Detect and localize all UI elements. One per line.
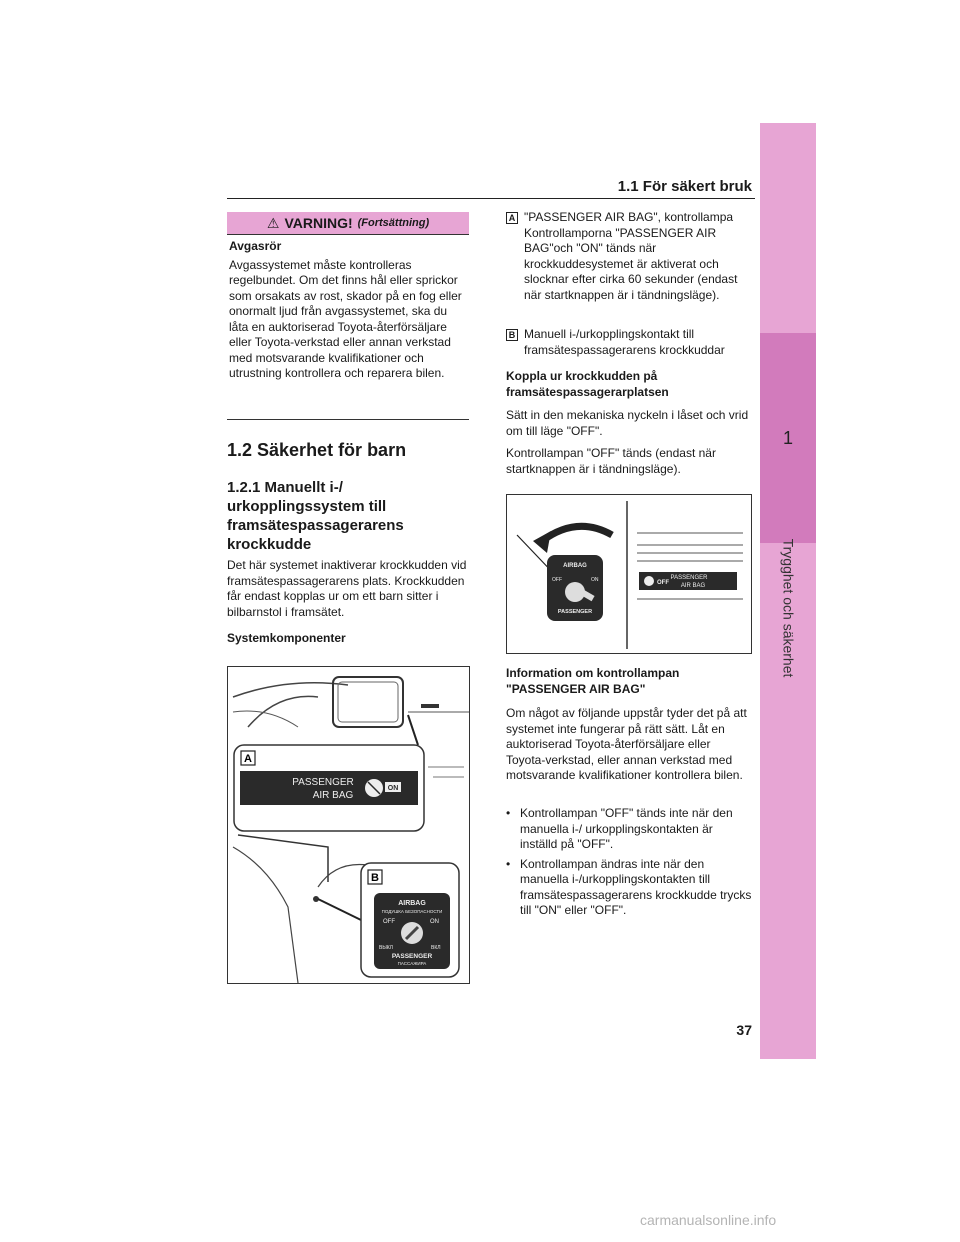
indicator-line2: AIR BAG: [312, 790, 354, 801]
svg-text:PASSENGER: PASSENGER: [557, 609, 593, 615]
indicator2-line2: AIR BAG: [680, 583, 706, 589]
key-switch-illustration: [507, 495, 751, 653]
component-a-text: "PASSENGER AIR BAG", kontrollampa Kontrollamporna "PASSENGER AIR BAG"och "ON" tänds när krockkuddesystemet är aktiverat och slocknar efter cirka 60 sekunder (endast när startknappen är i tändningsläge).: [524, 210, 738, 302]
list-item: [506, 806, 752, 853]
page-number: 37: [736, 1022, 752, 1038]
key-switch-figure: [506, 494, 752, 654]
bullet-text: Kontrollampan "OFF" tänds inte när den manuella i-/ urkopplingskontakten är inställd på "OFF".: [520, 806, 733, 851]
indicator-line1: PASSENGER: [292, 777, 354, 788]
warning-body: [227, 235, 469, 386]
warning-subtitle: (Fortsättning): [357, 217, 430, 229]
running-header: 1.1 För säkert bruk: [617, 178, 752, 195]
dashboard-illustration: [228, 667, 469, 983]
section-heading: 1.2 Säkerhet för barn: [227, 440, 407, 460]
info-bullets: [506, 806, 752, 923]
switch-on-ru: ВКЛ: [431, 945, 441, 951]
svg-text:ON: ON: [591, 577, 599, 583]
warning-icon: ⚠: [266, 214, 280, 231]
chapter-side-tab: [760, 123, 816, 1059]
disable-step1: Sätt in den mekaniska nyckeln i låset och vrid om till läge "OFF".: [506, 408, 749, 438]
system-components-figure: [227, 666, 470, 984]
chapter-title-container: [760, 533, 816, 683]
warning-item-title: Avgasrör: [229, 239, 282, 253]
subsection-intro: Det här systemet inaktiverar krockkudden vid framsätespassagerarens plats. Krockkudden får endast kopplas ur om ett barn sitter i bilbarnstol i framsätet.: [227, 558, 467, 619]
bullet-marker: •: [506, 806, 511, 820]
indicator-off-label: OFF: [657, 580, 669, 586]
callout-a-label: A: [244, 753, 252, 765]
switch-off-label: OFF: [383, 919, 395, 925]
component-item-a: [506, 210, 752, 303]
indicator2-line1: PASSENGER: [670, 575, 708, 581]
warning-header: [227, 212, 469, 234]
component-a-mark: A: [506, 212, 518, 224]
components-label: Systemkomponenter: [227, 631, 346, 645]
component-item-b: [506, 327, 752, 358]
info-text: Om något av följande uppstår tyder det på att systemet inte fungerar på rätt sätt. Låt en auktoriserad Toyota-återförsäljare eller Toyota-verkstad, eller annan verkstad med motsvarande kvalifikationer kontrollera bilen.: [506, 706, 747, 782]
header-rule: [227, 198, 755, 199]
warning-box: [227, 212, 469, 420]
rotate-arrow-icon: [542, 526, 612, 541]
bullet-marker: •: [506, 856, 511, 871]
chapter-title: Trygghet och säkerhet: [780, 538, 796, 678]
warning-item-text: Avgassystemet måste kontrolleras regelbundet. Om det finns hål eller sprickor som orsakats av rost, skador på en fog eller onormalt ljud från avgassystemet, ska du låta en auktoriserad Toyota-återförsäljare eller Toyota-verkstad eller annan verkstad med motsvarande kvalifikationer och utrustning kontrollera och reparera bilen.: [229, 257, 462, 380]
svg-text:AIRBAG: AIRBAG: [563, 563, 587, 569]
component-b-text: Manuell i-/urkopplingskontakt till framsätespassagerarens krockkuddar: [524, 327, 725, 357]
disable-heading: Koppla ur krockkudden på framsätespassagerarplatsen: [506, 369, 669, 399]
subsection-heading: 1.2.1 Manuellt i-/ urkopplingssystem till framsätespassagerarens krockkudde: [227, 479, 404, 553]
list-item: [506, 857, 752, 919]
switch-top-label: AIRBAG: [398, 900, 426, 907]
indicator-on-label: ON: [387, 785, 399, 792]
disable-step2: Kontrollampan "OFF" tänds (endast när startknappen är i tändningsläge).: [506, 446, 716, 476]
chapter-number: 1: [782, 427, 793, 448]
svg-text:OFF: OFF: [552, 577, 562, 583]
switch-top-ru: ПОДУШКА БЕЗОПАСНОСТИ: [381, 909, 443, 914]
switch-bottom-ru: ПАССАЖИРА: [397, 961, 427, 966]
seat-airbag-icon: [644, 576, 654, 586]
component-b-mark: B: [506, 329, 518, 341]
switch-on-label: ON: [430, 919, 439, 925]
warning-title: VARNING!: [284, 215, 353, 231]
watermark: carmanualsonline.info: [640, 1212, 777, 1228]
switch-bottom-label: PASSENGER: [391, 953, 433, 960]
callout-b-label: B: [371, 872, 379, 884]
chapter-tab-active: [760, 333, 816, 543]
bullet-text: Kontrollampan ändras inte när den manuella i-/urkopplingskontakten till framsätespassagerarens krockkudde trycks till "ON" eller "OFF".: [520, 856, 752, 917]
info-heading: Information om kontrollampan "PASSENGER AIR BAG": [506, 666, 680, 696]
switch-off-ru: ВЫКЛ: [379, 945, 393, 951]
